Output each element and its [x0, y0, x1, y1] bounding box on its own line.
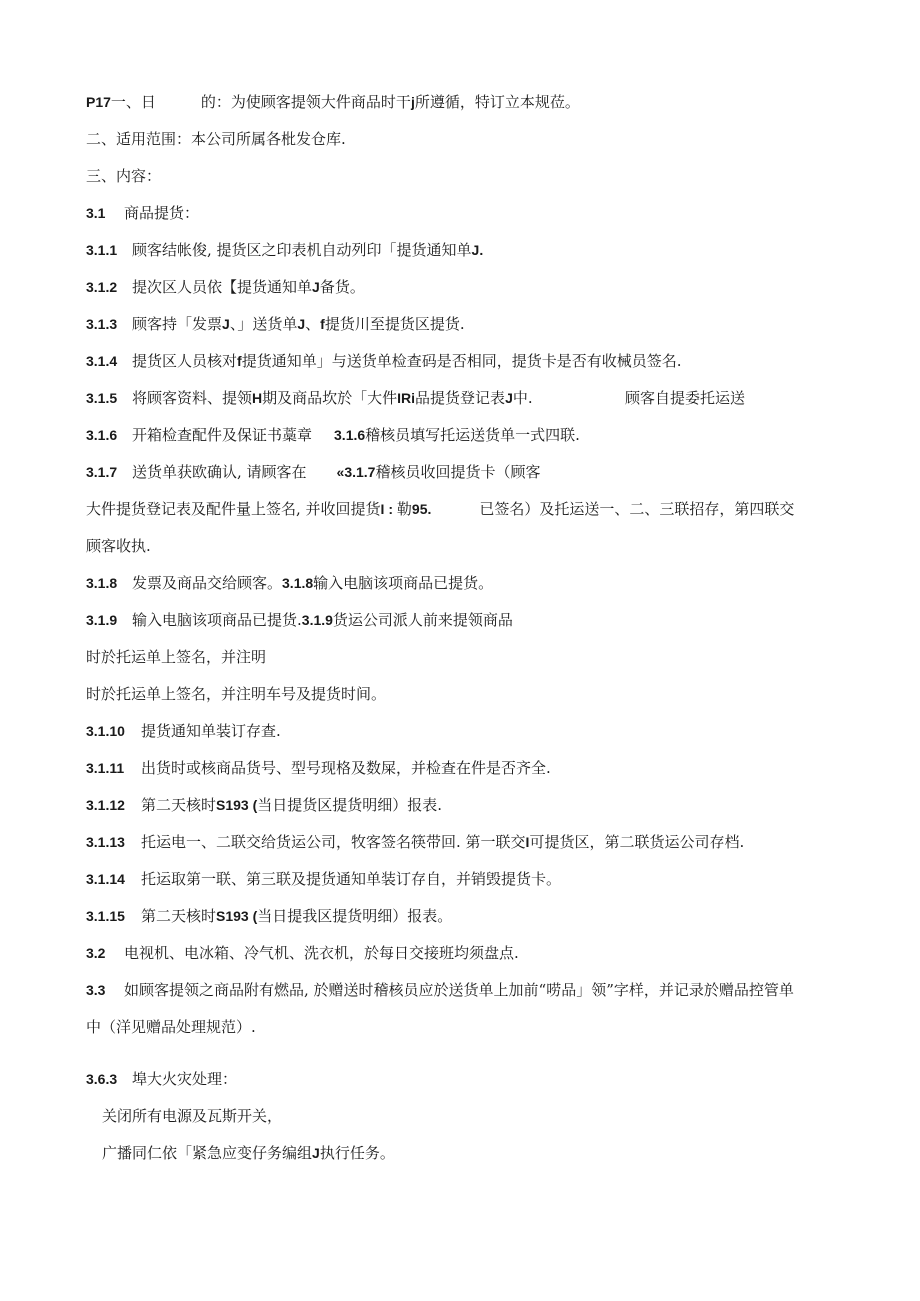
paragraph-text: 勒: [396, 500, 412, 518]
section-glyph: J: [505, 390, 513, 406]
fire-step-text: 广播同仁依「紧急应变仔务编组: [102, 1144, 313, 1162]
paragraph-glyph: 95.: [411, 501, 432, 517]
section-glyph: f: [237, 353, 242, 369]
fire-step-shutoff: 关闭所有电源及瓦斯开关，: [102, 1107, 283, 1125]
section-number: 3.6.3: [86, 1071, 118, 1087]
section-glyph: f: [320, 316, 325, 332]
paragraph-sign-full: 时於托运单上签名，并注明车号及提货时间。: [86, 685, 387, 703]
section-number: 3.1.6: [86, 427, 118, 443]
section-glyph: S193 (: [216, 908, 258, 924]
section-number: 3.1.10: [86, 723, 125, 739]
section-3-1: [86, 203, 199, 223]
section-text: 输入电脑该项商品已提货。: [313, 574, 494, 592]
paragraph-gift-reference: 中（洋见赠品处理规范）.: [86, 1018, 256, 1036]
section-text: 当日提货区提货明细）报表.: [257, 796, 443, 814]
section-number: 3.1: [86, 205, 106, 221]
section-3-1-11: [86, 758, 551, 778]
section-number: 3.1.12: [86, 797, 125, 813]
paragraph-customer-copy: 顾客收执.: [86, 537, 151, 555]
section-number: 3.1.3: [86, 316, 118, 332]
section-text: 发票及商品交给顾客。: [132, 574, 283, 592]
paragraph-text: 大件提货登记表及配件量上签名, 并收回提货: [86, 500, 381, 518]
section-3-1-5-right-column: 顾客自提委托运送: [625, 389, 746, 407]
section-number: 3.1.4: [86, 353, 118, 369]
section-glyph: 3.1.6: [334, 427, 366, 443]
purpose-tail: 所遵循，特订立本规莅。: [414, 93, 580, 111]
section-text: 电视机、电冰箱、冷气机、洗衣机，於每日交接班均须盘点.: [124, 944, 519, 962]
section-text: 托运电一、二联交给货运公司，牧客签名筷带回. 第一联交: [141, 833, 526, 851]
section-3-1-10: [86, 721, 281, 741]
section-3-2: [86, 943, 519, 963]
section-text: 顾客持「发票: [132, 315, 223, 333]
section-number: 3.1.9: [86, 612, 118, 628]
section-3-1-5: [86, 388, 533, 408]
section-text: 第二天核时: [141, 796, 217, 814]
section-text: 输入电脑该项商品已提货.: [132, 611, 302, 629]
section-number: 3.1.13: [86, 834, 125, 850]
section-number: 3.2: [86, 945, 106, 961]
section-glyph: J: [312, 279, 320, 295]
section-text: 提货川至提货区提货.: [324, 315, 465, 333]
section-glyph: J: [222, 316, 230, 332]
section-3-1-7: [86, 462, 541, 482]
purpose-text: 一、日 的：为使顾客提领大件商品时干: [110, 93, 411, 111]
section-3-1-6: [86, 425, 580, 445]
paragraph-text: 已签名）及托运送一、二、三联招存，第四联交: [479, 500, 795, 518]
section-text: 将顾客资料、提领: [132, 389, 253, 407]
section-number: 3.1.8: [86, 575, 118, 591]
fire-step-glyph: J: [312, 1145, 320, 1161]
purpose-line: [86, 92, 580, 112]
section-glyph: 3.1.8: [282, 575, 314, 591]
section-number: 3.1.5: [86, 390, 118, 406]
section-3-1-3: [86, 314, 465, 334]
page-marker: P17: [86, 94, 111, 110]
paragraph-registration: [86, 499, 794, 519]
section-number: 3.1.15: [86, 908, 125, 924]
purpose-glyph: j: [410, 94, 415, 110]
section-number: 3.1.1: [86, 242, 118, 258]
section-text: 提货通知单」与送货单检查码是否相同，提货卡是否有收械员签名.: [241, 352, 682, 370]
section-text: 第二天核时: [141, 907, 217, 925]
section-text: 可提货区，第二联货运公司存档.: [529, 833, 745, 851]
section-text: 当日提我区提货明细）报表。: [257, 907, 453, 925]
section-glyph: J: [297, 316, 306, 332]
paragraph-sign-short: 时於托运单上签名，并注明: [86, 648, 267, 666]
section-text: 开箱检查配件及保证书藁章: [132, 426, 313, 444]
section-text: 中.: [512, 389, 533, 407]
section-tail: 备货。: [319, 278, 365, 296]
section-text: 货运公司派人前来提领商品: [332, 611, 513, 629]
scope-line: 二、适用范围：本公司所属各枇发仓库.: [86, 130, 346, 148]
section-3-1-15: [86, 906, 452, 926]
section-number: 3.3: [86, 982, 106, 998]
section-number: 3.1.14: [86, 871, 125, 887]
section-text: 、」送货单: [229, 315, 298, 333]
section-text: 出货时或核商品货号、型号现格及数屎，并检查在件是否齐全.: [141, 759, 551, 777]
section-text: 稽核员填写托运送货单一式四联.: [365, 426, 580, 444]
section-text: 、: [305, 315, 321, 333]
section-3-1-14: [86, 869, 561, 889]
section-text: 如顾客提领之商品附有燃品, 於赠送时稽核员应於送货单上加前“唠品」领”字样，并记录於赠品控管单: [124, 981, 794, 999]
section-3-1-12: [86, 795, 442, 815]
section-text: 顾客结帐俊, 提货区之印表机自动列印「提货通知单: [132, 241, 472, 259]
section-number: 3.1.2: [86, 279, 118, 295]
paragraph-glyph: I :: [380, 501, 397, 517]
section-text: 品提货登记表: [415, 389, 506, 407]
section-text: 提货通知单装订存查.: [141, 722, 281, 740]
content-heading: 三、内容：: [86, 167, 162, 185]
section-glyph: IRi: [397, 390, 416, 406]
section-text: 提次区人员依【提货通知单: [132, 278, 313, 296]
section-text: 期及商品坎於「大件: [262, 389, 398, 407]
section-glyph: S193 (: [216, 797, 258, 813]
section-text: 商品提货：: [124, 204, 200, 222]
section-glyph: J.: [471, 242, 484, 258]
section-text: 提货区人员核对: [132, 352, 238, 370]
section-glyph: I: [525, 834, 530, 850]
section-text: 托运取第一联、第三联及提货通知单装订存自，并销毁提货卡。: [141, 870, 562, 888]
section-3-1-4: [86, 351, 681, 371]
section-number: 3.1.11: [86, 760, 125, 776]
section-glyph: H: [252, 390, 263, 406]
section-text: 送货单获欧确认, 请顾客在: [132, 463, 307, 481]
section-3-1-9: [86, 610, 513, 630]
section-text: 稽核员收回提货卡（顾客: [375, 463, 541, 481]
section-3-1-2: [86, 277, 365, 297]
section-text: 埠大火灾处理：: [132, 1070, 238, 1088]
section-3-3: [86, 980, 794, 1000]
section-3-1-13: [86, 832, 744, 852]
section-3-1-1: [86, 240, 483, 260]
section-glyph: 3.1.9: [301, 612, 333, 628]
section-3-1-8: [86, 573, 493, 593]
fire-step-text: 执行任务。: [319, 1144, 395, 1162]
section-glyph: «3.1.7: [336, 464, 376, 480]
section-number: 3.1.7: [86, 464, 118, 480]
fire-step-broadcast: [102, 1143, 395, 1163]
section-3-6-3: [86, 1069, 237, 1089]
